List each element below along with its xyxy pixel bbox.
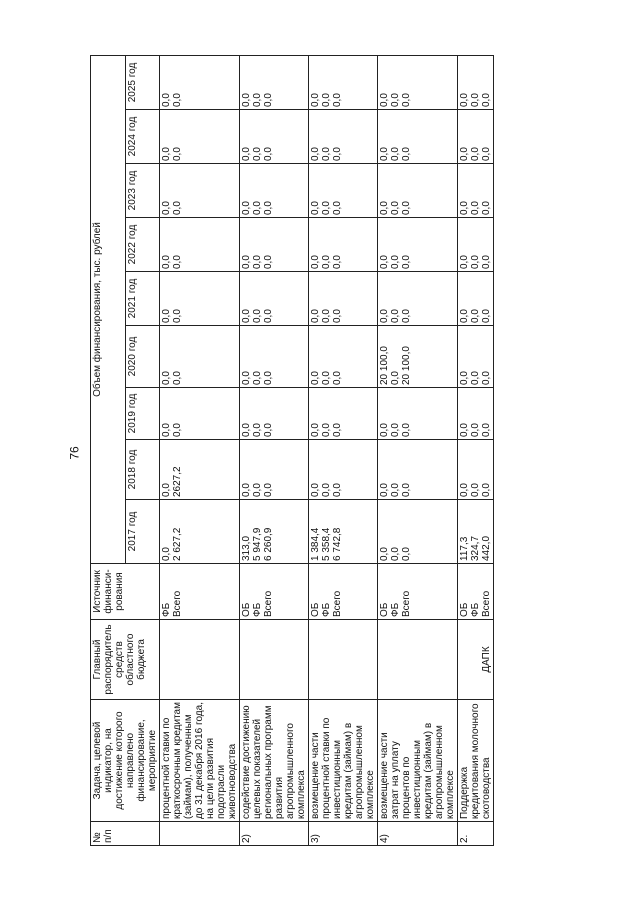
year-values: [378, 110, 458, 164]
source-label: ОБ: [241, 602, 252, 617]
year-values: [309, 55, 378, 109]
year-values: [309, 500, 378, 564]
year-values: [160, 218, 240, 272]
value-cell: 0,0: [481, 371, 492, 385]
table-row: [458, 55, 494, 845]
value-cell: 0,0: [172, 371, 183, 385]
value-cell: 2 627,2: [172, 527, 183, 561]
value-cell: 0,0: [172, 423, 183, 437]
value-cell: 0,0: [263, 423, 274, 437]
value-cell: 0,0: [332, 93, 343, 107]
header-admin: Главный распорядитель средств областного бюджета: [91, 620, 160, 700]
value-cell: 0,0: [263, 309, 274, 323]
value-cell: 0,0: [401, 147, 412, 161]
year-values: [240, 440, 309, 500]
value-cell: 0,0: [161, 423, 172, 437]
value-cell: 0,0: [390, 309, 401, 323]
source-label: Всего: [263, 590, 274, 617]
value-cell: 0,0: [390, 483, 401, 497]
value-cell: 0,0: [263, 93, 274, 107]
value-cell: 0,0: [321, 255, 332, 269]
source-label: ФБ: [252, 602, 263, 617]
value-cell: 0,0: [379, 93, 390, 107]
year-values: [378, 500, 458, 564]
year-values: [309, 110, 378, 164]
value-cell: 0,0: [161, 371, 172, 385]
value-cell: 0,0: [390, 371, 401, 385]
value-cell: 2627,2: [172, 466, 183, 497]
value-cell: 0,0: [401, 93, 412, 107]
row-number: 4): [378, 822, 458, 846]
year-values: [458, 440, 494, 500]
value-cell: 0,0: [332, 309, 343, 323]
year-header: 2025 год: [125, 55, 160, 109]
year-values: [160, 110, 240, 164]
value-cell: 0,0: [379, 423, 390, 437]
value-cell: 0,0: [390, 201, 401, 215]
year-values: [160, 326, 240, 388]
value-cell: 0,0: [332, 371, 343, 385]
value-cell: 0,0: [332, 147, 343, 161]
value-cell: 5 947,9: [252, 527, 263, 561]
value-cell: 0,0: [241, 255, 252, 269]
value-cell: 0,0: [390, 423, 401, 437]
value-cell: 0,0: [161, 147, 172, 161]
value-cell: 0,0: [161, 547, 172, 561]
value-cell: 0,0: [390, 547, 401, 561]
value-cell: 0,0: [470, 423, 481, 437]
value-cell: 0,0: [401, 309, 412, 323]
value-cell: 0,0: [252, 309, 263, 323]
value-cell: 0,0: [379, 483, 390, 497]
year-values: [378, 440, 458, 500]
value-cell: 0,0: [310, 255, 321, 269]
value-cell: 0,0: [252, 483, 263, 497]
value-cell: 0,0: [332, 483, 343, 497]
year-values: [309, 164, 378, 218]
value-cell: 0,0: [332, 201, 343, 215]
row-sources: [240, 564, 309, 620]
table-body: [160, 55, 494, 845]
year-values: [160, 55, 240, 109]
row-sources: [378, 564, 458, 620]
value-cell: 6 742,8: [332, 527, 343, 561]
value-cell: 0,0: [401, 547, 412, 561]
value-cell: 0,0: [459, 483, 470, 497]
row-admin: [378, 620, 458, 700]
year-header: 2020 год: [125, 326, 160, 388]
value-cell: 0,0: [459, 255, 470, 269]
value-cell: 0,0: [459, 371, 470, 385]
source-label: Всего: [172, 590, 183, 617]
year-header: 2019 год: [125, 388, 160, 440]
value-cell: 117,3: [459, 536, 470, 561]
value-cell: 0,0: [332, 255, 343, 269]
year-values: [309, 272, 378, 326]
source-label: ФБ: [161, 602, 172, 617]
year-values: [309, 440, 378, 500]
value-cell: 0,0: [470, 309, 481, 323]
year-values: [458, 500, 494, 564]
year-values: [160, 388, 240, 440]
value-cell: 0,0: [481, 93, 492, 107]
page-number: 76: [67, 446, 82, 460]
value-cell: 0,0: [321, 423, 332, 437]
value-cell: 0,0: [263, 483, 274, 497]
value-cell: 0,0: [252, 423, 263, 437]
row-task: возмещение части затрат на уплату процентов по инвестиционным кредитам (займам) в агропромышленном комплексе: [378, 700, 458, 822]
value-cell: 0,0: [379, 201, 390, 215]
year-header: 2017 год: [125, 500, 160, 564]
value-cell: 0,0: [310, 201, 321, 215]
value-cell: 0,0: [379, 309, 390, 323]
value-cell: 0,0: [321, 93, 332, 107]
row-number: [160, 822, 240, 846]
table-row: [378, 55, 458, 845]
value-cell: 0,0: [459, 201, 470, 215]
value-cell: 0,0: [263, 371, 274, 385]
row-sources: [458, 564, 494, 620]
value-cell: 0,0: [379, 547, 390, 561]
row-number: 2): [240, 822, 309, 846]
value-cell: 0,0: [172, 309, 183, 323]
source-label: ОБ: [459, 602, 470, 617]
year-values: [378, 218, 458, 272]
value-cell: 0,0: [401, 201, 412, 215]
table-row: [309, 55, 378, 845]
value-cell: 0,0: [321, 309, 332, 323]
value-cell: 0,0: [161, 201, 172, 215]
year-values: [160, 500, 240, 564]
header-volume: Объем финансирования, тыс. рублей: [91, 55, 126, 563]
value-cell: 0,0: [470, 147, 481, 161]
header-source: Источник финанси-рования: [91, 564, 160, 620]
year-values: [458, 326, 494, 388]
value-cell: 0,0: [470, 371, 481, 385]
value-cell: 0,0: [172, 201, 183, 215]
row-number: 2.: [458, 822, 494, 846]
table-row: [160, 55, 240, 845]
value-cell: 0,0: [390, 255, 401, 269]
header-num: № п/п: [91, 822, 160, 846]
value-cell: 0,0: [401, 483, 412, 497]
year-values: [240, 326, 309, 388]
year-values: [240, 164, 309, 218]
year-header: 2022 год: [125, 218, 160, 272]
value-cell: 0,0: [459, 423, 470, 437]
source-label: ФБ: [321, 602, 332, 617]
row-admin: [309, 620, 378, 700]
year-values: [378, 55, 458, 109]
value-cell: 0,0: [481, 309, 492, 323]
value-cell: 0,0: [161, 309, 172, 323]
year-header: 2021 год: [125, 272, 160, 326]
source-label: ФБ: [390, 602, 401, 617]
value-cell: 0,0: [321, 147, 332, 161]
value-cell: 5 358,4: [321, 527, 332, 561]
value-cell: 0,0: [241, 309, 252, 323]
year-values: [309, 326, 378, 388]
value-cell: 0,0: [470, 483, 481, 497]
value-cell: 0,0: [332, 423, 343, 437]
value-cell: 0,0: [321, 483, 332, 497]
year-values: [458, 55, 494, 109]
year-values: [309, 388, 378, 440]
source-label: ФБ: [470, 602, 481, 617]
value-cell: 0,0: [470, 201, 481, 215]
value-cell: 0,0: [459, 309, 470, 323]
value-cell: 0,0: [263, 255, 274, 269]
value-cell: 20 100,0: [379, 346, 390, 385]
value-cell: 0,0: [379, 255, 390, 269]
value-cell: 0,0: [263, 201, 274, 215]
year-values: [240, 218, 309, 272]
year-values: [458, 388, 494, 440]
value-cell: 0,0: [481, 483, 492, 497]
value-cell: 0,0: [263, 147, 274, 161]
value-cell: 0,0: [481, 201, 492, 215]
value-cell: 0,0: [310, 93, 321, 107]
value-cell: 0,0: [241, 147, 252, 161]
year-values: [240, 110, 309, 164]
source-label: ОБ: [379, 602, 390, 617]
row-admin: ДАПК: [458, 620, 494, 700]
year-values: [378, 164, 458, 218]
value-cell: 0,0: [481, 423, 492, 437]
row-sources: [160, 564, 240, 620]
value-cell: 0,0: [470, 255, 481, 269]
source-label: Всего: [481, 590, 492, 617]
year-values: [160, 164, 240, 218]
value-cell: 0,0: [241, 371, 252, 385]
value-cell: 0,0: [241, 201, 252, 215]
year-values: [458, 164, 494, 218]
value-cell: 0,0: [310, 483, 321, 497]
year-values: [240, 388, 309, 440]
year-header: 2018 год: [125, 440, 160, 500]
row-task: содействие достижению целевых показателей региональных программ развития агропромышленного комплекса: [240, 700, 309, 822]
value-cell: 0,0: [321, 371, 332, 385]
year-values: [309, 218, 378, 272]
value-cell: 0,0: [252, 147, 263, 161]
value-cell: 0,0: [401, 255, 412, 269]
value-cell: 0,0: [390, 147, 401, 161]
value-cell: 0,0: [379, 147, 390, 161]
table-row: [240, 55, 309, 845]
value-cell: 0,0: [321, 201, 332, 215]
row-admin: [160, 620, 240, 700]
value-cell: 0,0: [252, 371, 263, 385]
value-cell: 0,0: [172, 255, 183, 269]
value-cell: 0,0: [459, 147, 470, 161]
value-cell: 6 260,9: [263, 527, 274, 561]
row-task: процентной ставки по краткосрочным кредитам (займам), полученным до 31 декабря 2016 года, на цели развития подотрасли животноводства: [160, 700, 240, 822]
value-cell: 0,0: [161, 255, 172, 269]
year-values: [378, 326, 458, 388]
year-values: [240, 500, 309, 564]
financing-table: [90, 55, 494, 846]
value-cell: 0,0: [390, 93, 401, 107]
value-cell: 0,0: [172, 147, 183, 161]
value-cell: 0,0: [310, 423, 321, 437]
year-values: [458, 272, 494, 326]
row-task: возмещение части процентной ставки по инвестиционным кредитам (займам) в агропромышленном комплексе: [309, 700, 378, 822]
value-cell: 0,0: [252, 201, 263, 215]
value-cell: 0,0: [161, 93, 172, 107]
value-cell: 0,0: [310, 309, 321, 323]
year-values: [458, 218, 494, 272]
year-values: [160, 440, 240, 500]
value-cell: 0,0: [172, 93, 183, 107]
value-cell: 0,0: [310, 371, 321, 385]
value-cell: 0,0: [459, 93, 470, 107]
value-cell: 324,7: [470, 535, 481, 561]
value-cell: 0,0: [470, 93, 481, 107]
row-sources: [309, 564, 378, 620]
row-task: Поддержка кредитования молочного скотоводства: [458, 700, 494, 822]
header-task: Задача, целевой индикатор, на достижение которого направлено финансирование, мероприятие: [91, 700, 160, 822]
value-cell: 0,0: [252, 93, 263, 107]
value-cell: 313,0: [241, 535, 252, 561]
value-cell: 0,0: [481, 255, 492, 269]
year-values: [378, 388, 458, 440]
value-cell: 0,0: [241, 93, 252, 107]
source-label: Всего: [332, 590, 343, 617]
value-cell: 0,0: [241, 483, 252, 497]
year-values: [458, 110, 494, 164]
row-admin: [240, 620, 309, 700]
value-cell: 442,0: [481, 535, 492, 561]
year-header: 2024 год: [125, 110, 160, 164]
year-values: [240, 272, 309, 326]
year-header: 2023 год: [125, 164, 160, 218]
row-number: 3): [309, 822, 378, 846]
source-label: Всего: [401, 590, 412, 617]
value-cell: 20 100,0: [401, 346, 412, 385]
rotated-document-sheet: [90, 56, 602, 846]
value-cell: 0,0: [252, 255, 263, 269]
value-cell: 0,0: [241, 423, 252, 437]
source-label: ОБ: [310, 602, 321, 617]
value-cell: 0,0: [481, 147, 492, 161]
value-cell: 1 384,4: [310, 527, 321, 561]
year-values: [240, 55, 309, 109]
value-cell: 0,0: [401, 423, 412, 437]
year-values: [378, 272, 458, 326]
value-cell: 0,0: [161, 483, 172, 497]
value-cell: 0,0: [310, 147, 321, 161]
year-values: [160, 272, 240, 326]
